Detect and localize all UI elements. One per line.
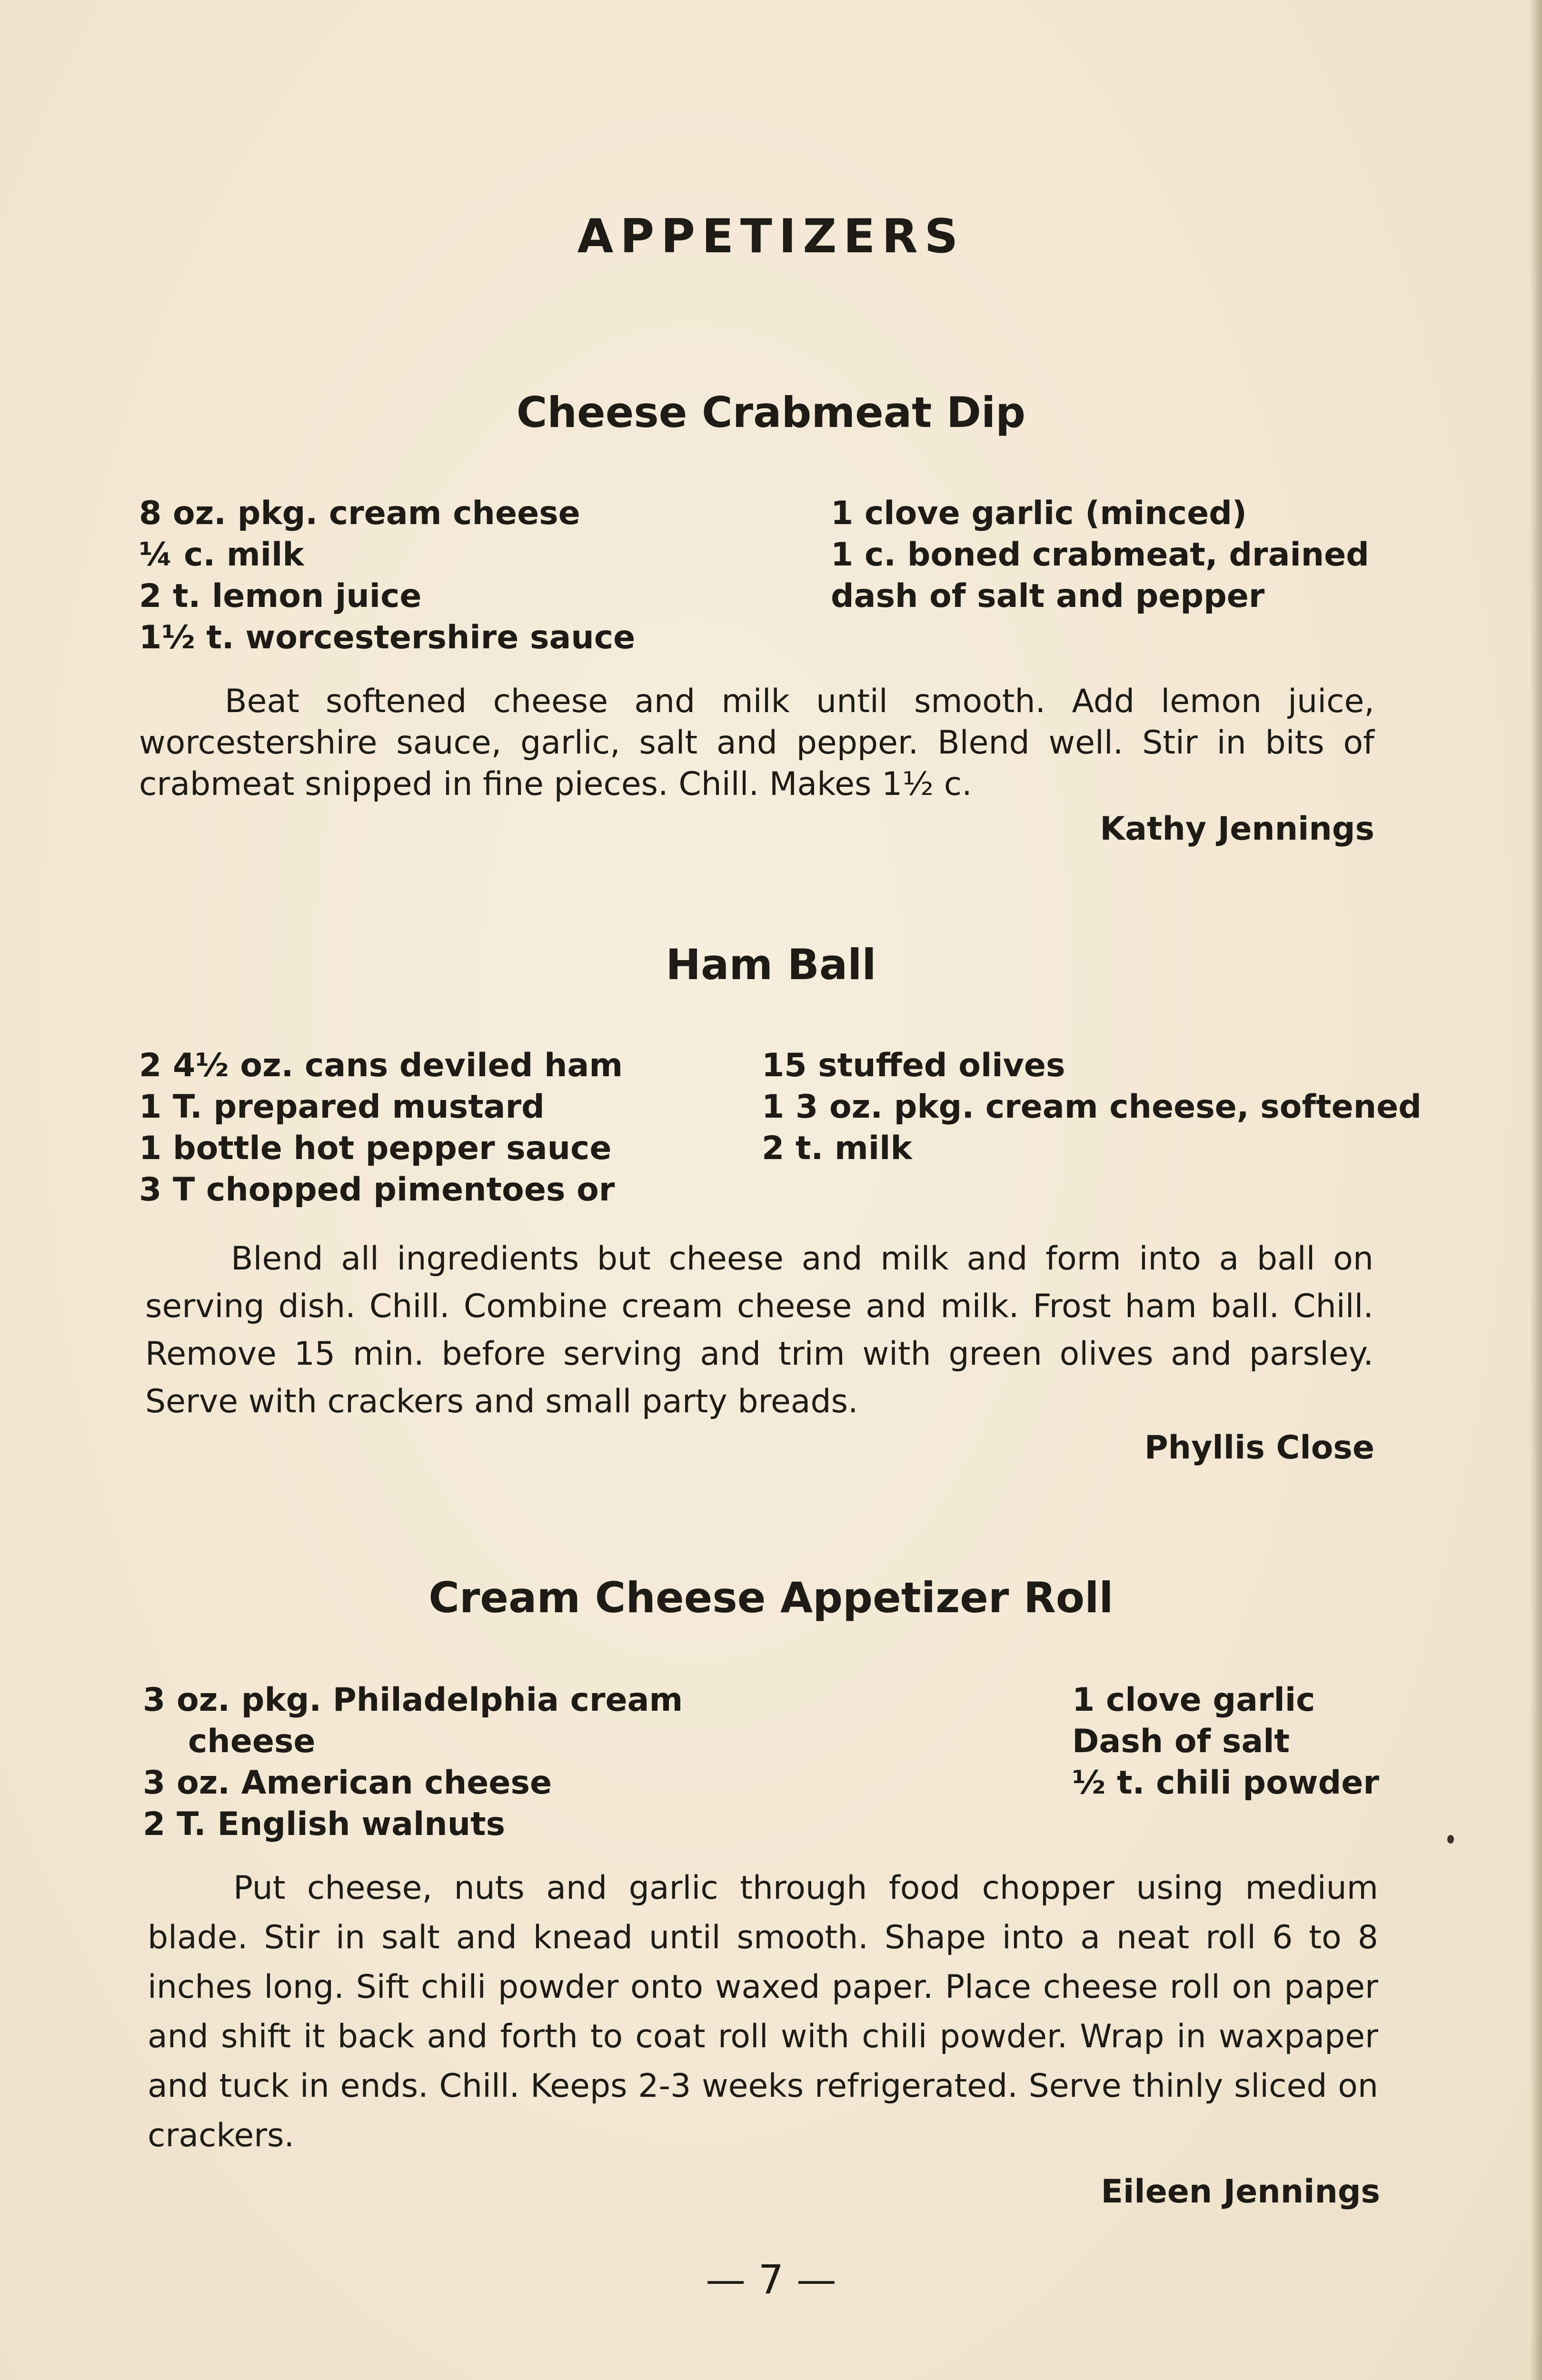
- ingredient: 3 oz. American cheese: [143, 1764, 552, 1802]
- ingredient: 1 bottle hot pepper sauce: [139, 1130, 612, 1167]
- ingredient: 3 oz. pkg. Philadelphia cream: [143, 1681, 683, 1719]
- recipe-instructions: Put cheese, nuts and garlic through food chopper using medium blade. Stir in salt and knead until smooth. Shape into a neat roll 6 to 8 inches long. Sift chili powder onto waxed paper. Place cheese roll on paper and shift it back and forth to coat roll with chili powder. Wrap in waxpaper and tuck in ends. Chill. Keeps 2-3 weeks refrigerated. Serve thinly sliced on crackers.: [148, 1869, 1378, 2154]
- ingredient: 2 4½ oz. cans deviled ham: [139, 1047, 623, 1084]
- ingredients-left: [143, 1679, 683, 1845]
- ingredient: ½ t. chili powder: [1072, 1764, 1379, 1802]
- ingredients-right: [831, 493, 1369, 617]
- ingredient: 8 oz. pkg. cream cheese: [139, 495, 580, 532]
- ingredients-left: [139, 493, 635, 658]
- ingredient: 15 stuffed olives: [762, 1047, 1065, 1084]
- ingredient: 1½ t. worcestershire sauce: [139, 619, 636, 656]
- page-edge-shadow: [1530, 0, 1542, 2380]
- ingredient: 1 c. boned crabmeat, drained: [831, 536, 1369, 574]
- recipe-title: Ham Ball: [666, 940, 876, 989]
- recipe-author: Kathy Jennings: [1100, 810, 1374, 848]
- section-title: APPETIZERS: [577, 209, 965, 264]
- ingredients-right: [1072, 1679, 1379, 1804]
- ingredient: 2 t. milk: [762, 1130, 912, 1167]
- ingredient: 1 clove garlic: [1072, 1681, 1315, 1719]
- ingredients-right: [762, 1045, 1422, 1169]
- ingredient: 2 t. lemon juice: [139, 577, 422, 615]
- ingredient: dash of salt and pepper: [831, 577, 1265, 615]
- recipe-instructions: Blend all ingredients but cheese and milk and form into a ball on serving dish. Chill. Combine cream cheese and milk. Frost ham ball. Chill. Remove 15 min. before serving and trim with green olives and parsley. Serve with crackers and small party breads.: [145, 1240, 1373, 1420]
- print-speck: [1447, 1835, 1454, 1844]
- recipe-title: Cream Cheese Appetizer Roll: [428, 1573, 1114, 1622]
- recipe-author: Eileen Jennings: [1101, 2173, 1380, 2211]
- ingredient: 3 T chopped pimentoes or: [139, 1171, 615, 1209]
- ingredient: ¼ c. milk: [139, 536, 304, 574]
- recipe-author: Phyllis Close: [1144, 1429, 1374, 1467]
- recipe-title: Cheese Crabmeat Dip: [516, 388, 1026, 437]
- ingredient: 1 clove garlic (minced): [831, 495, 1247, 532]
- ingredient: Dash of salt: [1072, 1723, 1290, 1760]
- ingredient: 1 3 oz. pkg. cream cheese, softened: [762, 1088, 1422, 1126]
- page-number: — 7 —: [706, 2256, 836, 2303]
- ingredients-left: [139, 1045, 623, 1210]
- ingredient: cheese: [188, 1723, 316, 1760]
- recipe-instructions: Beat softened cheese and milk until smooth. Add lemon juice, worcestershire sauce, garlic, salt and pepper. Blend well. Stir in bits of crabmeat snipped in fine pieces. Chill. Makes 1½ c.: [139, 683, 1374, 803]
- ingredient: 1 T. prepared mustard: [139, 1088, 545, 1126]
- ingredient: 2 T. English walnuts: [143, 1805, 506, 1843]
